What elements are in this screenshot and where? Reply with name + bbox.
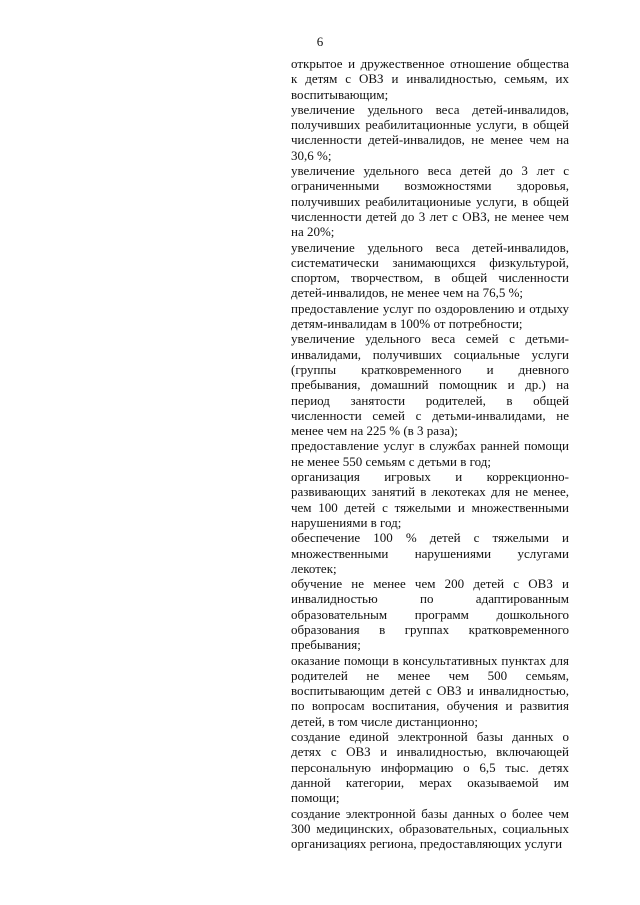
- paragraph: обеспечение 100 % детей с тяжелыми и множественными нарушениями услугами лекотек;: [291, 530, 569, 576]
- paragraph: создание электронной базы данных о более чем 300 медицинских, образовательных, социальных организациях региона, предоставляющих услуги: [291, 805, 569, 852]
- paragraph: обучение не менее чем 200 детей с ОВЗ и инвалидностью по адаптированным образовательным программ дошкольного образования в группах кратковременного пребывания;: [291, 576, 569, 653]
- paragraph: увеличение удельного веса детей до 3 лет с ограниченными возможностями здоровья, получивших реабилитациониые услуги, в общей численности детей до 3 лет с ОВЗ, не менее чем на 20%;: [291, 163, 569, 240]
- paragraph: оказание помощи в консультативных пунктах для родителей не менее чем 500 семьям, воспитывающим детей с ОВЗ и инвалидностью, по вопросам воспитания, обучения и развития детей, в том числе дистанционно;: [291, 652, 569, 729]
- paragraph: увеличение удельного веса детей-инвалидов, систематически занимающихся физкультурой, спортом, творчеством, в общей численности детей-инвалидов, не менее чем на 76,5 %;: [291, 239, 569, 301]
- paragraph: предоставление услуг в службах ранней помощи не менее 550 семьям с детьми в год;: [291, 438, 569, 469]
- paragraph: организация игровых и коррекционно-развивающих занятий в лекотеках для не менее, чем 100 детей с тяжелыми и множественными нарушениями в год;: [291, 469, 569, 530]
- document-body: [291, 56, 569, 851]
- paragraph: увеличение удельного веса детей-инвалидов, получивших реабилитационные услуги, в общей численности детей-инвалидов, не менее чем на 30,6 %;: [291, 101, 569, 163]
- paragraph: создание единой электронной базы данных о детях с ОВЗ и инвалидностью, включающей персональную информацию о 6,5 тыс. детях данной категории, мерах оказываемой им помощи;: [291, 729, 569, 806]
- page-number: 6: [316, 34, 324, 49]
- paragraph: предоставление услуг по оздоровлению и отдыху детям-инвалидам в 100% от потребности;: [291, 300, 569, 332]
- paragraph: открытое и дружественное отношение общества к детям с ОВЗ и инвалидностью, семьям, их воспитывающим;: [291, 56, 569, 102]
- paragraph: увеличение удельного веса семей с детьми-инвалидами, получивших социальные услуги (группы кратковременного и дневного пребывания, домашний помощник и др.) на период занятости родителей, в общей численности семей с детьми-инвалидами, не менее чем на 225 % (в 3 раза);: [291, 331, 569, 439]
